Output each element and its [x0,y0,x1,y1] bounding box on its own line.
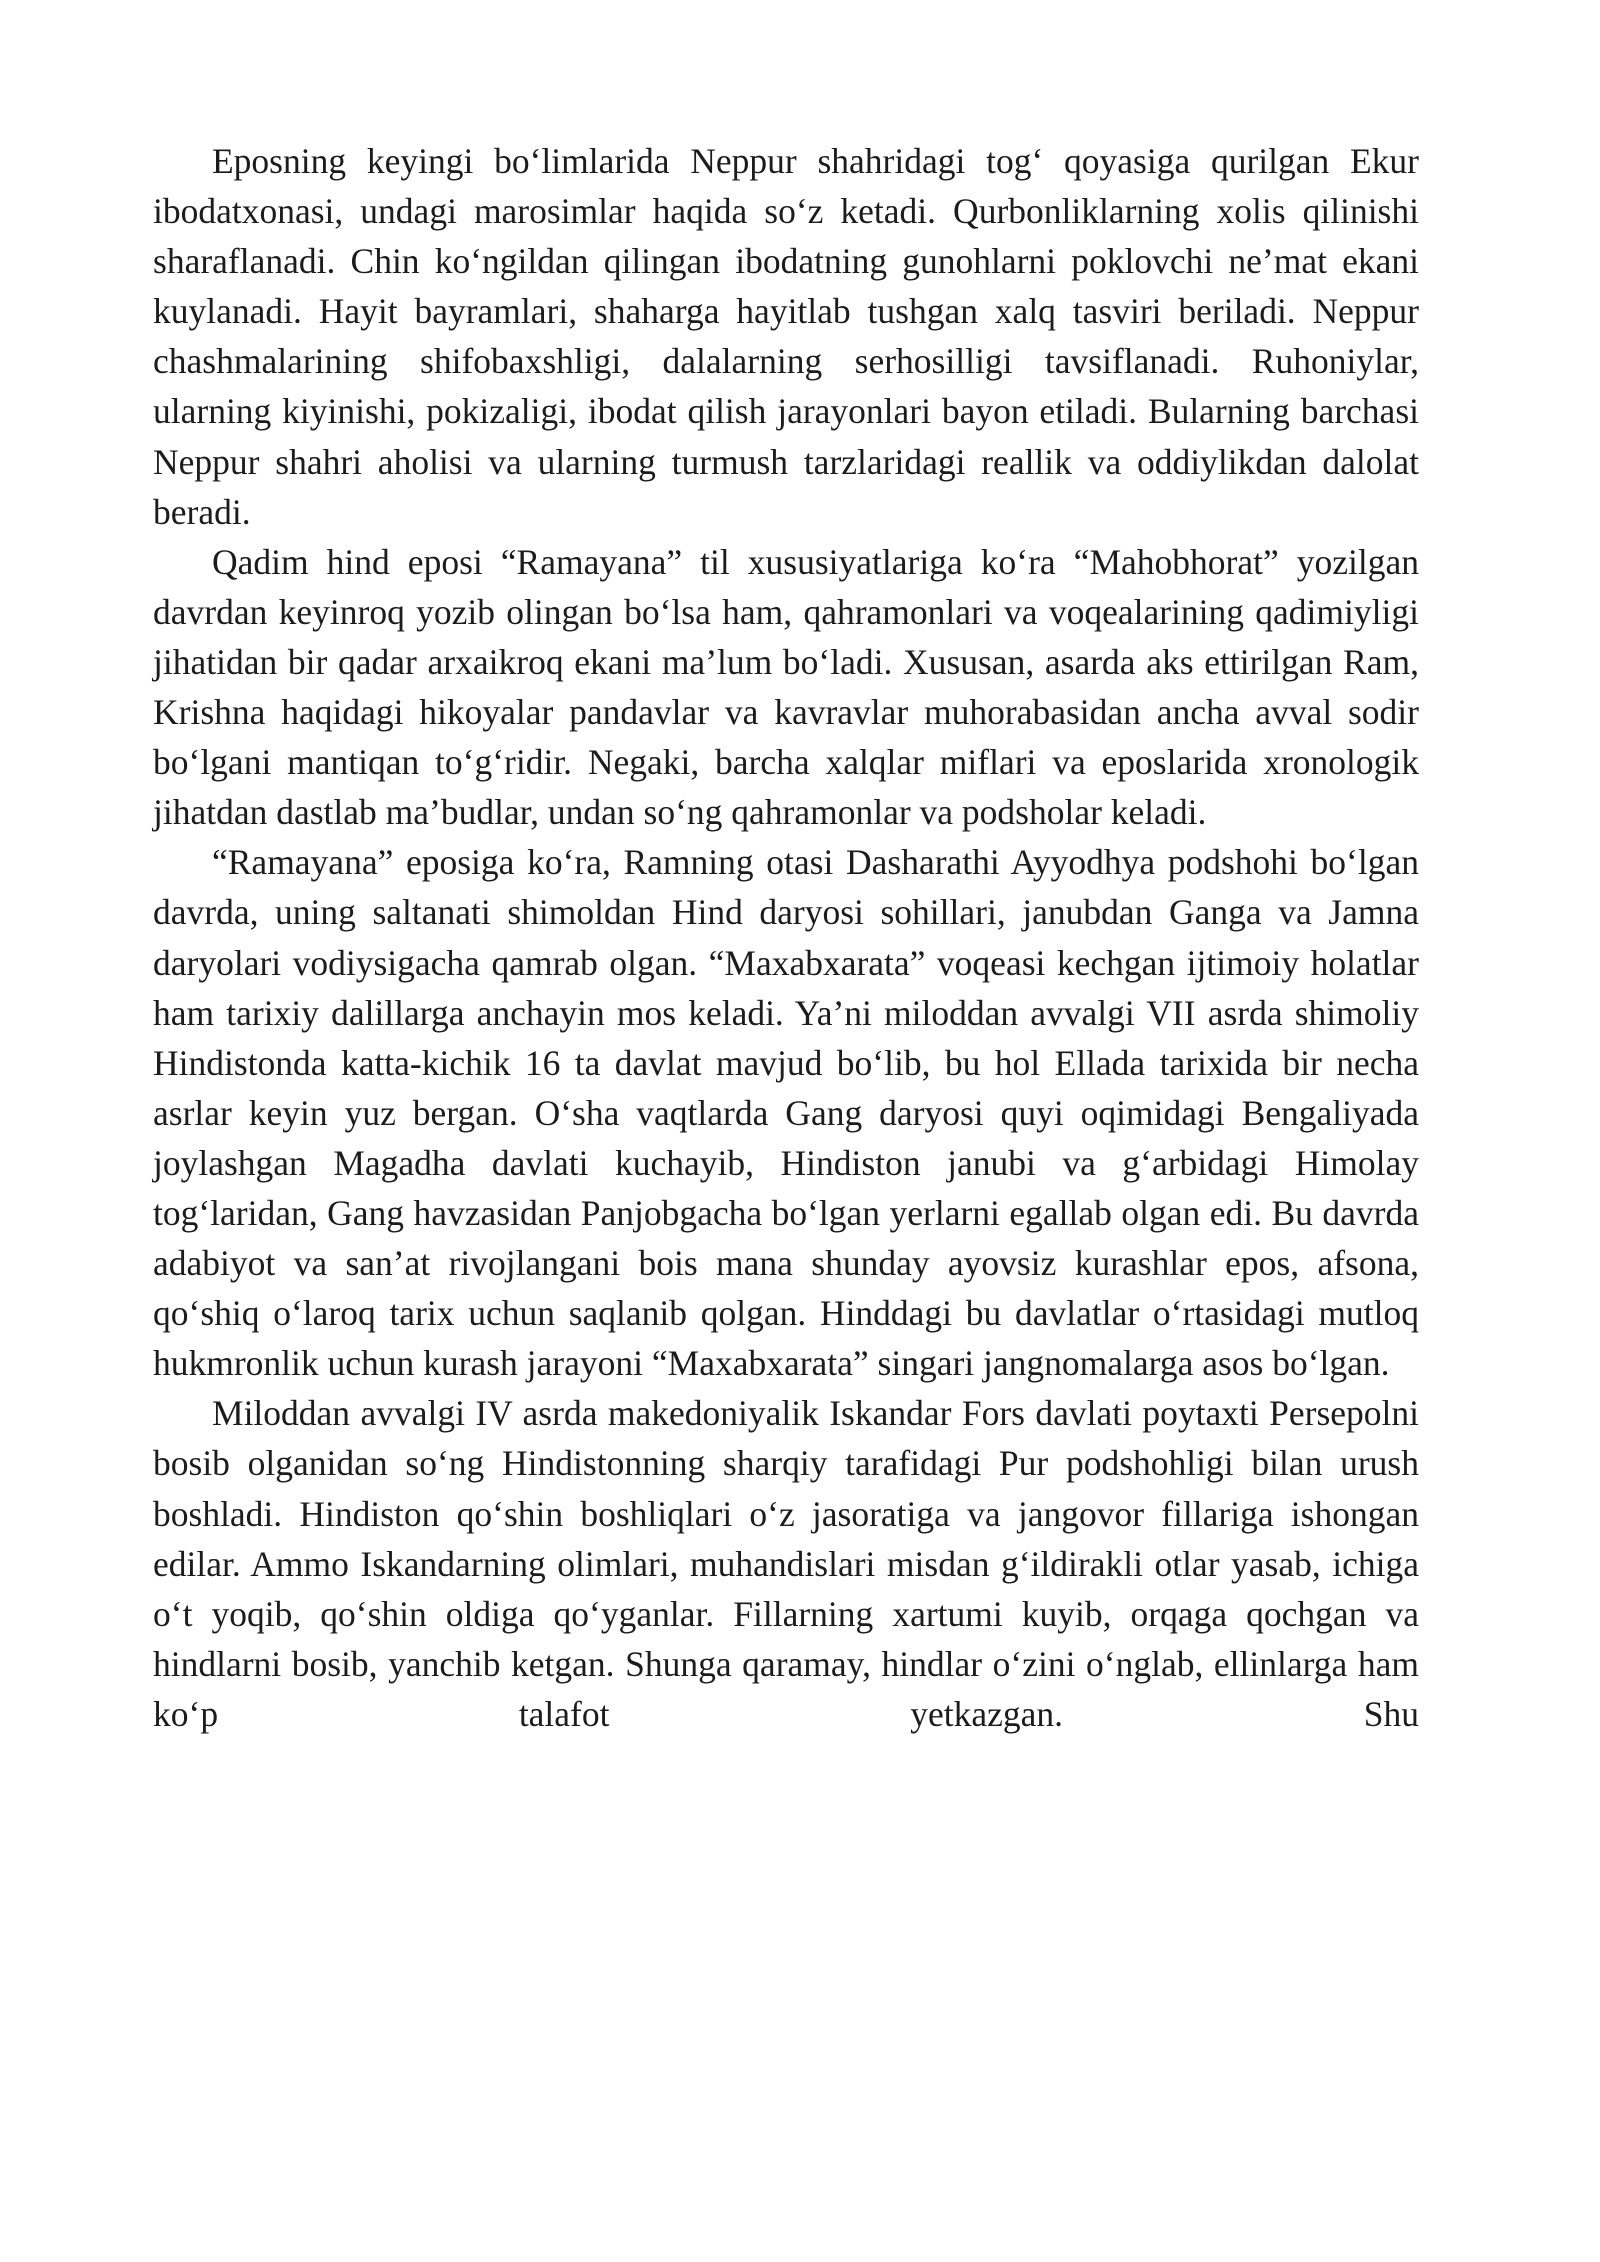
paragraph-ramayana-antiquity: Qadim hind eposi “Ramayana” til xususiyatlariga ko‘ra “Mahobhorat” yozilgan davrdan keyinroq yozib olingan bo‘lsa ham, qahramonlari va voqealarining qadimiyligi jihatidan bir qadar arxaikroq ekani ma’lum bo‘ladi. Xususan, asarda aks ettirilgan Ram, Krishna haqidagi hikoyalar pandavlar va kavravlar muhorabasidan ancha avval sodir bo‘lgani mantiqan to‘g‘ridir. Negaki, barcha xalqlar miflari va eposlarida xronologik jihatdan dastlab ma’budlar, undan so‘ng qahramonlar va podsholar keladi. [153,541,1419,833]
paragraph-iskandar-campaign: Miloddan avvalgi IV asrda makedoniyalik Iskandar Fors davlati poytaxti Persepolni bosib olganidan so‘ng Hindistonning sharqiy tarafidagi Pur podshohligi bilan urush boshladi. Hindiston qo‘shin boshliqlari o‘z jasoratiga va jangovor fillariga ishongan edilar. Ammo Iskandarning olimlari, muhandislari misdan g‘ildirakli otlar yasab, ichiga o‘t yoqib, qo‘shin oldiga qo‘yganlar. Fillarning xartumi kuyib, orqaga qochgan va hindlarni bosib, yanchib ketgan. Shunga qaramay, hindlar o‘zini o‘nglab, ellinlarga ham ko‘p talafot yetkazgan. Shu [153,1393,1419,1734]
paragraph-neppur-ekur-temple: Eposning keyingi bo‘limlarida Neppur shahridagi tog‘ qoyasiga qurilgan Ekur ibodatxonasi, undagi marosimlar haqida so‘z ketadi. Qurbonliklarning xolis qilinishi sharaflanadi. Chin ko‘ngildan qilingan ibodatning gunohlarni poklovchi ne’mat ekani kuylanadi. Hayit bayramlari, shaharga hayitlab tushgan xalq tasviri beriladi. Neppur chashmalarining shifobaxshligi, dalalarning serhosilligi tavsiflanadi. Ruhoniylar, ularning kiyinishi, pokizaligi, ibodat qilish jarayonlari bayon etiladi. Bularning barchasi Neppur shahri aholisi va ularning turmush tarzlaridagi reallik va oddiylikdan dalolat beradi. [153,141,1419,532]
document-page [153,136,1419,1739]
paragraph-ramayana-history: “Ramayana” eposiga ko‘ra, Ramning otasi Dasharathi Ayyodhya podshohi bo‘lgan davrda, uning saltanati shimoldan Hind daryosi sohillari, janubdan Ganga va Jamna daryolari vodiysigacha qamrab olgan. “Maxabxarata” voqeasi kechgan ijtimoiy holatlar ham tarixiy dalillarga anchayin mos keladi. Ya’ni miloddan avvalgi VII asrda shimoliy Hindistonda katta-kichik 16 ta davlat mavjud bo‘lib, bu hol Ellada tarixida bir necha asrlar keyin yuz bergan. O‘sha vaqtlarda Gang daryosi quyi oqimidagi Bengaliyada joylashgan Magadha davlati kuchayib, Hindiston janubi va g‘arbidagi Himolay tog‘laridan, Gang havzasidan Panjobgacha bo‘lgan yerlarni egallab olgan edi. Bu davrda adabiyot va san’at rivojlangani bois mana shunday ayovsiz kurashlar epos, afsona, qo‘shiq o‘laroq tarix uchun saqlanib qolgan. Hinddagi bu davlatlar o‘rtasidagi mutloq hukmronlik uchun kurash jarayoni “Maxabxarata” singari jangnomalarga asos bo‘lgan. [153,842,1419,1384]
